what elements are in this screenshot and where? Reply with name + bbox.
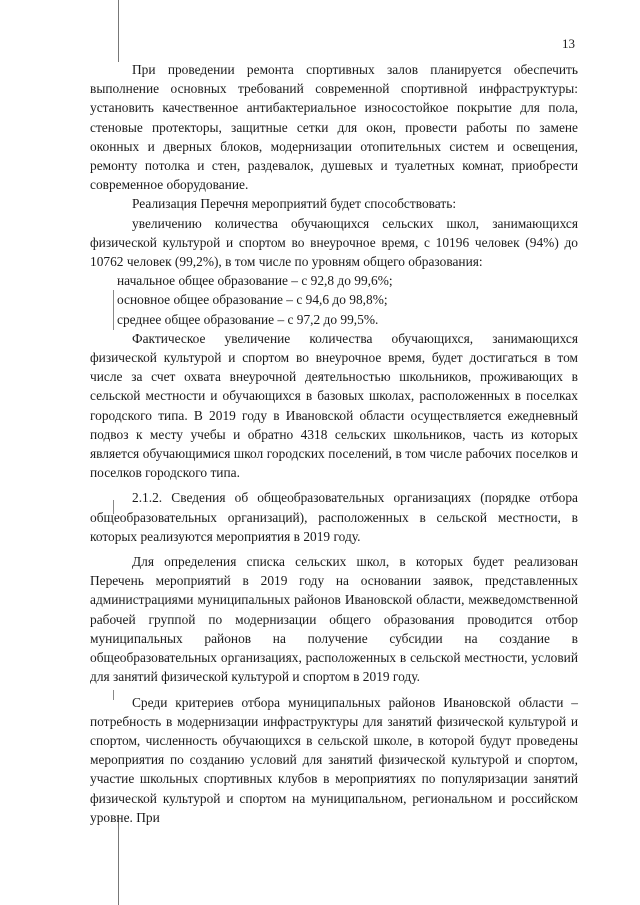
- margin-mark-bottom: [118, 815, 119, 905]
- paragraph-implementation: Реализация Перечня мероприятий будет способствовать:: [132, 196, 457, 212]
- section-heading-2-1-2: 2.1.2. Сведения об общеобразовательных организациях (порядке отбора общеобразовательных организаций), расположенных в сельской местности, в которых реализуются мероприятия в 2019 году.: [90, 490, 578, 544]
- paragraph-renovation: При проведении ремонта спортивных залов планируется обеспечить выполнение основных требований современной спортивной инфраструктуры: установить качественное антибактериальное износостойкое покрытие для пола, стеновые протекторы, защитные сетки для окон, провести работы по замене оконных и дверных блоков, модернизации отопительных систем и освещения, ремонту потолка и стен, раздевалок, душевых и туалетных комнат, приобрести современное оборудование.: [90, 62, 578, 193]
- list-item-basic: основное общее образование – с 94,6 до 98,8%;: [117, 292, 388, 308]
- paragraph-actual-increase: Фактическое увеличение количества обучающихся, занимающихся физической культурой и спортом во внеурочное время, будет достигаться в том числе за счет охвата внеурочной деятельностью школьников, проживающих в сельской местности и обучающихся в базовых школах, расположенных в поселках городского типа. В 2019 году в Ивановской области осуществляется ежедневный подвоз к месту учебы и обратно 4318 сельских школьников, часть из которых является обучающимися школ городских поселений, в том числе рабочих поселков и поселков городского типа.: [90, 330, 578, 481]
- list-item-primary: начальное общее образование – с 92,8 до 99,6%;: [117, 273, 393, 289]
- margin-mark-top: [118, 0, 119, 62]
- list-item-secondary: среднее общее образование – с 97,2 до 99,5%.: [117, 311, 379, 327]
- paragraph-criteria: Среди критериев отбора муниципальных районов Ивановской области – потребность в модернизации инфраструктуры для занятий физической культурой и спортом, численность обучающихся в сельской школе, в которой будут проведены мероприятия по созданию условий для занятий физической культурой и спортом, участие школьных спортивных клубов в мероприятиях по популяризации занятий физической культурой и спортом на муниципальном, региональном и российском уровне. При: [90, 694, 578, 825]
- paragraph-increase: увеличению количества обучающихся сельских школ, занимающихся физической культурой и спортом во внеурочное время, с 10196 человек (94%) до 10762 человек (99,2%), в том числе по уровням общего образования:: [90, 215, 578, 270]
- body-text: [90, 60, 578, 827]
- paragraph-selection: Для определения списка сельских школ, в которых будет реализован Перечень мероприятий в 2019 году на основании заявок, представленных администрациями муниципальных районов Ивановской области, межведомственной рабочей группой по модернизации общего образования проводится отбор муниципальных районов на получение субсидии на создание в общеобразовательных организациях, расположенных в сельской местности, условий для занятий физической культурой и спортом в 2019 году.: [90, 554, 578, 685]
- page-number: 13: [562, 36, 575, 51]
